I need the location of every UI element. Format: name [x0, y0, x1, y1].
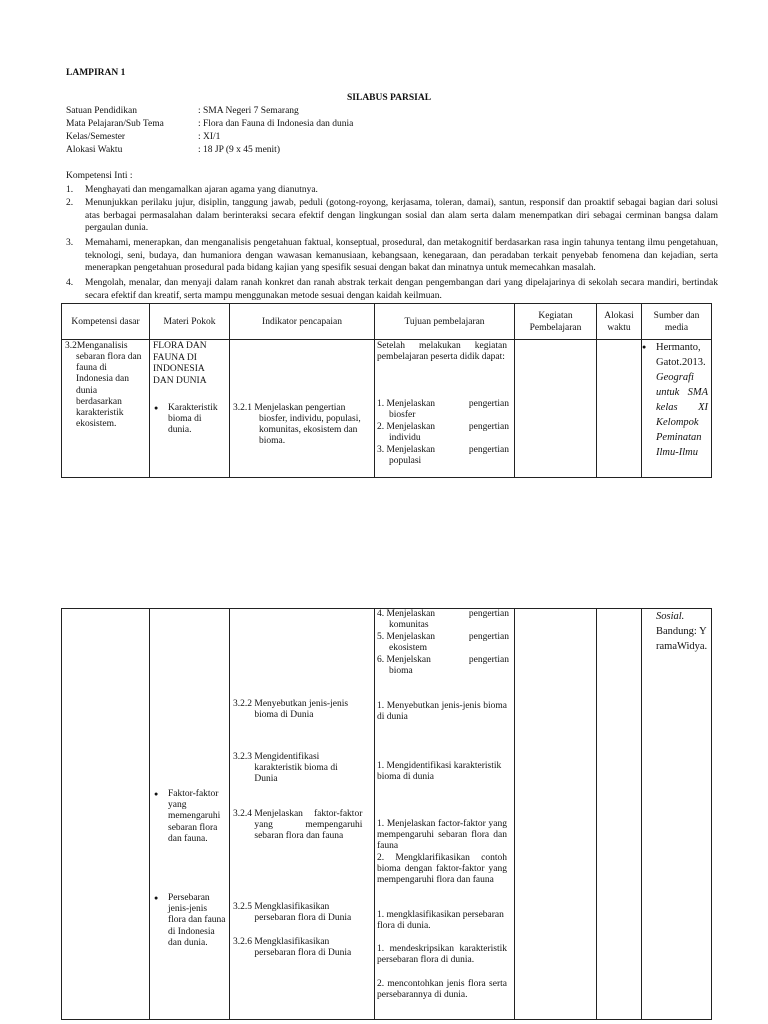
- ki-item: [66, 237, 718, 275]
- identity-value: : SMA Negeri 7 Semarang: [198, 106, 299, 116]
- identity-row: [66, 106, 766, 119]
- indikator-number: 3.2.4: [233, 809, 252, 819]
- indikator-number: 3.2.2: [233, 699, 252, 709]
- lampiran-label: LAMPIRAN 1: [66, 68, 126, 78]
- identity-label: Satuan Pendidikan: [66, 106, 137, 116]
- indikator-number: 3.2.6: [233, 937, 252, 947]
- header-sumber: Sumber dan media: [642, 304, 712, 340]
- header-alokasi: Alokasi waktu: [597, 304, 642, 340]
- indikator-text: Menjelaskan faktor-faktor yang mempengaruhi sebaran flora dan fauna: [254, 809, 363, 842]
- kegiatan-cell: [515, 340, 597, 478]
- materi-cell: [150, 340, 230, 478]
- tujuan-cell: [375, 340, 515, 478]
- sumber-cell: [642, 340, 712, 478]
- indikator-text: Menyebutkan jenis-jenis bioma di Dunia: [254, 699, 349, 721]
- tujuan-item: [377, 655, 509, 677]
- tujuan-verb: Menjelaskan: [386, 422, 436, 432]
- tujuan-word: pengertian: [468, 632, 509, 642]
- table-header-row: [62, 304, 712, 340]
- tujuan-item: [377, 399, 509, 421]
- tujuan-text: 1. mendeskripsikan karakteristik persebaran flora di dunia.: [377, 944, 507, 966]
- ki-text: Menghayati dan mengamalkan ajaran agama yang dianutnya.: [85, 185, 318, 195]
- tujuan-number: 5.: [377, 632, 385, 642]
- identity-label: Kelas/Semester: [66, 132, 126, 142]
- table-row: [62, 340, 712, 478]
- kd-first-line: Menganalisis: [76, 341, 128, 351]
- tujuan-object: biosfer: [389, 410, 416, 421]
- kd-cell: [62, 609, 150, 1020]
- indikator-first-line: Menjelaskan pengertian: [254, 403, 346, 413]
- tujuan-item: [377, 445, 509, 467]
- indikator-text: Mengklasifikasikan persebaran flora di Dunia: [254, 902, 352, 924]
- alokasi-cell: [597, 340, 642, 478]
- document-title: SILABUS PARSIAL: [347, 93, 432, 103]
- tujuan-object: populasi: [389, 456, 422, 467]
- materi-title: FLORA DAN FAUNA DI INDONESIA DAN DUNIA: [153, 341, 207, 386]
- indikator-cell: [230, 609, 375, 1020]
- sumber-title-cont: Sosial.: [656, 611, 685, 622]
- identity-row: [66, 145, 766, 158]
- indikator-text: biosfer, individu, populasi, komunitas, ekosistem dan bioma.: [259, 414, 361, 447]
- tujuan-text: 1. Menyebutkan jenis-jenis bioma di dunia: [377, 701, 507, 723]
- tujuan-item: [377, 632, 509, 654]
- tujuan-text: 1. Menjelaskan factor-faktor yang mempengaruhi sebaran flora dan fauna: [377, 819, 507, 852]
- kd-text: sebaran flora dan fauna di Indonesia dan dunia berdasarkan karakteristik ekosistem.: [76, 352, 142, 430]
- sumber-publisher: Bandung: YramaWidya.: [656, 626, 708, 652]
- alokasi-cell: [597, 609, 642, 1020]
- identity-value: : 18 JP (9 x 45 menit): [198, 145, 280, 155]
- tujuan-verb: Menjelskan: [386, 655, 431, 665]
- indikator-cell: [230, 340, 375, 478]
- materi-cell: [150, 609, 230, 1020]
- ki-number: 3.: [66, 238, 74, 248]
- ki-item: [66, 184, 718, 197]
- tujuan-word: pengertian: [468, 445, 509, 455]
- header-indikator: Indikator pencapaian: [230, 304, 375, 340]
- tujuan-word: pengertian: [468, 399, 509, 409]
- tujuan-number: 6.: [377, 655, 385, 665]
- tujuan-verb: Menjelaskan: [386, 609, 436, 619]
- kd-number: 3.2: [65, 341, 77, 351]
- syllabus-table-2: [61, 608, 712, 1020]
- tujuan-number: 1.: [377, 399, 385, 409]
- tujuan-intro: Setelah melakukan kegiatan pembelajaran peserta didik dapat:: [377, 341, 507, 363]
- tujuan-word: pengertian: [468, 655, 509, 665]
- ki-text: Memahami, menerapkan, dan menganalisis pengetahuan faktual, konseptual, prosedural, dan metakognitif berdasarkan rasa ingin tahunya tentang ilmu pengetahuan, teknologi, seni, budaya, dan humaniora dengan wawasan kemanusiaan, kebangsaan, kenegaraan, dan peradaban terkait penyebab fenomena dan kejadian, serta menerapkan pengetahuan prosedural pada bidang kajian yang spesifik sesuai dengan bakat dan minatnya untuk memecahkan masalah.: [85, 238, 718, 273]
- tujuan-object: komunitas: [389, 620, 429, 631]
- tujuan-item: [377, 609, 509, 631]
- header-kompetensi-dasar: Kompetensi dasar: [62, 304, 150, 340]
- sumber-text: [656, 609, 710, 654]
- materi-bullet: ● Faktor-faktor yang memengaruhi sebaran flora dan fauna.: [168, 789, 226, 845]
- tujuan-cell: [375, 609, 515, 1020]
- tujuan-number: 2.: [377, 422, 385, 432]
- identity-label: Mata Pelajaran/Sub Tema: [66, 119, 164, 129]
- tujuan-text: 2. mencontohkan jenis flora serta persebarannya di dunia.: [377, 979, 507, 1001]
- header-kegiatan: Kegiatan Pembelajaran: [515, 304, 597, 340]
- tujuan-number: 4.: [377, 609, 385, 619]
- syllabus-table-1: [61, 303, 712, 478]
- sumber-author: ● Hermanto, Gatot.2013.: [656, 340, 708, 370]
- header-materi-pokok: Materi Pokok: [150, 304, 230, 340]
- ki-text: Mengolah, menalar, dan menyaji dalam ranah konkret dan ranah abstrak terkait dengan pengembangan dari yang dipelajarinya di sekolah secara mandiri, bertindak secara efektif dan kreatif, serta mampu menggunakan metode sesuai dengan kaidah keilmuan.: [85, 278, 718, 301]
- ki-item: [66, 277, 718, 302]
- ki-number: 1.: [66, 185, 74, 195]
- indikator-text: Mengidentifikasi karakteristik bioma di Dunia: [254, 752, 338, 785]
- indikator-number: 3.2.1: [233, 403, 252, 413]
- ki-number: 2.: [66, 198, 74, 208]
- materi-bullet: ● Karakteristik bioma di dunia.: [168, 403, 226, 437]
- tujuan-object: individu: [389, 433, 421, 444]
- tujuan-verb: Menjelaskan: [386, 445, 436, 455]
- identity-value: : Flora dan Fauna di Indonesia dan dunia: [198, 119, 354, 129]
- identity-row: [66, 132, 766, 145]
- tujuan-text: 1. Mengidentifikasi karakteristik bioma di dunia: [377, 761, 502, 783]
- ki-title: Kompetensi Inti :: [66, 171, 133, 181]
- sumber-title: Geografi untuk SMA kelas XI Kelompok Peminatan Ilmu-Ilmu: [656, 372, 708, 458]
- identity-row: [66, 119, 766, 132]
- kd-cell: [62, 340, 150, 478]
- indikator-text: Mengklasifikasikan persebaran flora di Dunia: [254, 937, 352, 959]
- identity-label: Alokasi Waktu: [66, 145, 123, 155]
- tujuan-word: pengertian: [468, 422, 509, 432]
- tujuan-object: ekosistem: [389, 643, 427, 654]
- ki-text: Menunjukkan perilaku jujur, disiplin, tanggung jawab, peduli (gotong-royong, kerjasama, toleran, damai), santun, responsif dan proaktif sebagai bagian dari solusi atas berbagai permasalahan dalam berinteraksi secara efektif dengan lingkungan sosial dan alam serta dalam menempatkan diri sebagai cerminan bangsa dalam pergaulan dunia.: [85, 198, 718, 233]
- kegiatan-cell: [515, 609, 597, 1020]
- sumber-cell: [642, 609, 712, 1020]
- materi-bullet: ● Persebaran jenis-jenis flora dan fauna di Indonesia dan dunia.: [168, 893, 226, 949]
- sumber-text: [656, 340, 708, 460]
- tujuan-word: pengertian: [468, 609, 509, 619]
- tujuan-verb: Menjelaskan: [386, 632, 436, 642]
- tujuan-text: 1. mengklasifikasikan persebaran flora di dunia.: [377, 910, 504, 932]
- header-tujuan: Tujuan pembelajaran: [375, 304, 515, 340]
- identity-value: : XI/1: [198, 132, 221, 142]
- table-row: [62, 609, 712, 1020]
- indikator-number: 3.2.5: [233, 902, 252, 912]
- tujuan-text: 2. Mengklarifikasikan contoh bioma dengan faktor-faktor yang mempengaruhi flora dan fauna: [377, 853, 507, 886]
- tujuan-item: [377, 422, 509, 444]
- ki-number: 4.: [66, 278, 74, 288]
- indikator-number: 3.2.3: [233, 752, 252, 762]
- tujuan-verb: Menjelaskan: [386, 399, 436, 409]
- ki-item: [66, 197, 718, 235]
- tujuan-number: 3.: [377, 445, 385, 455]
- tujuan-object: bioma: [389, 666, 413, 677]
